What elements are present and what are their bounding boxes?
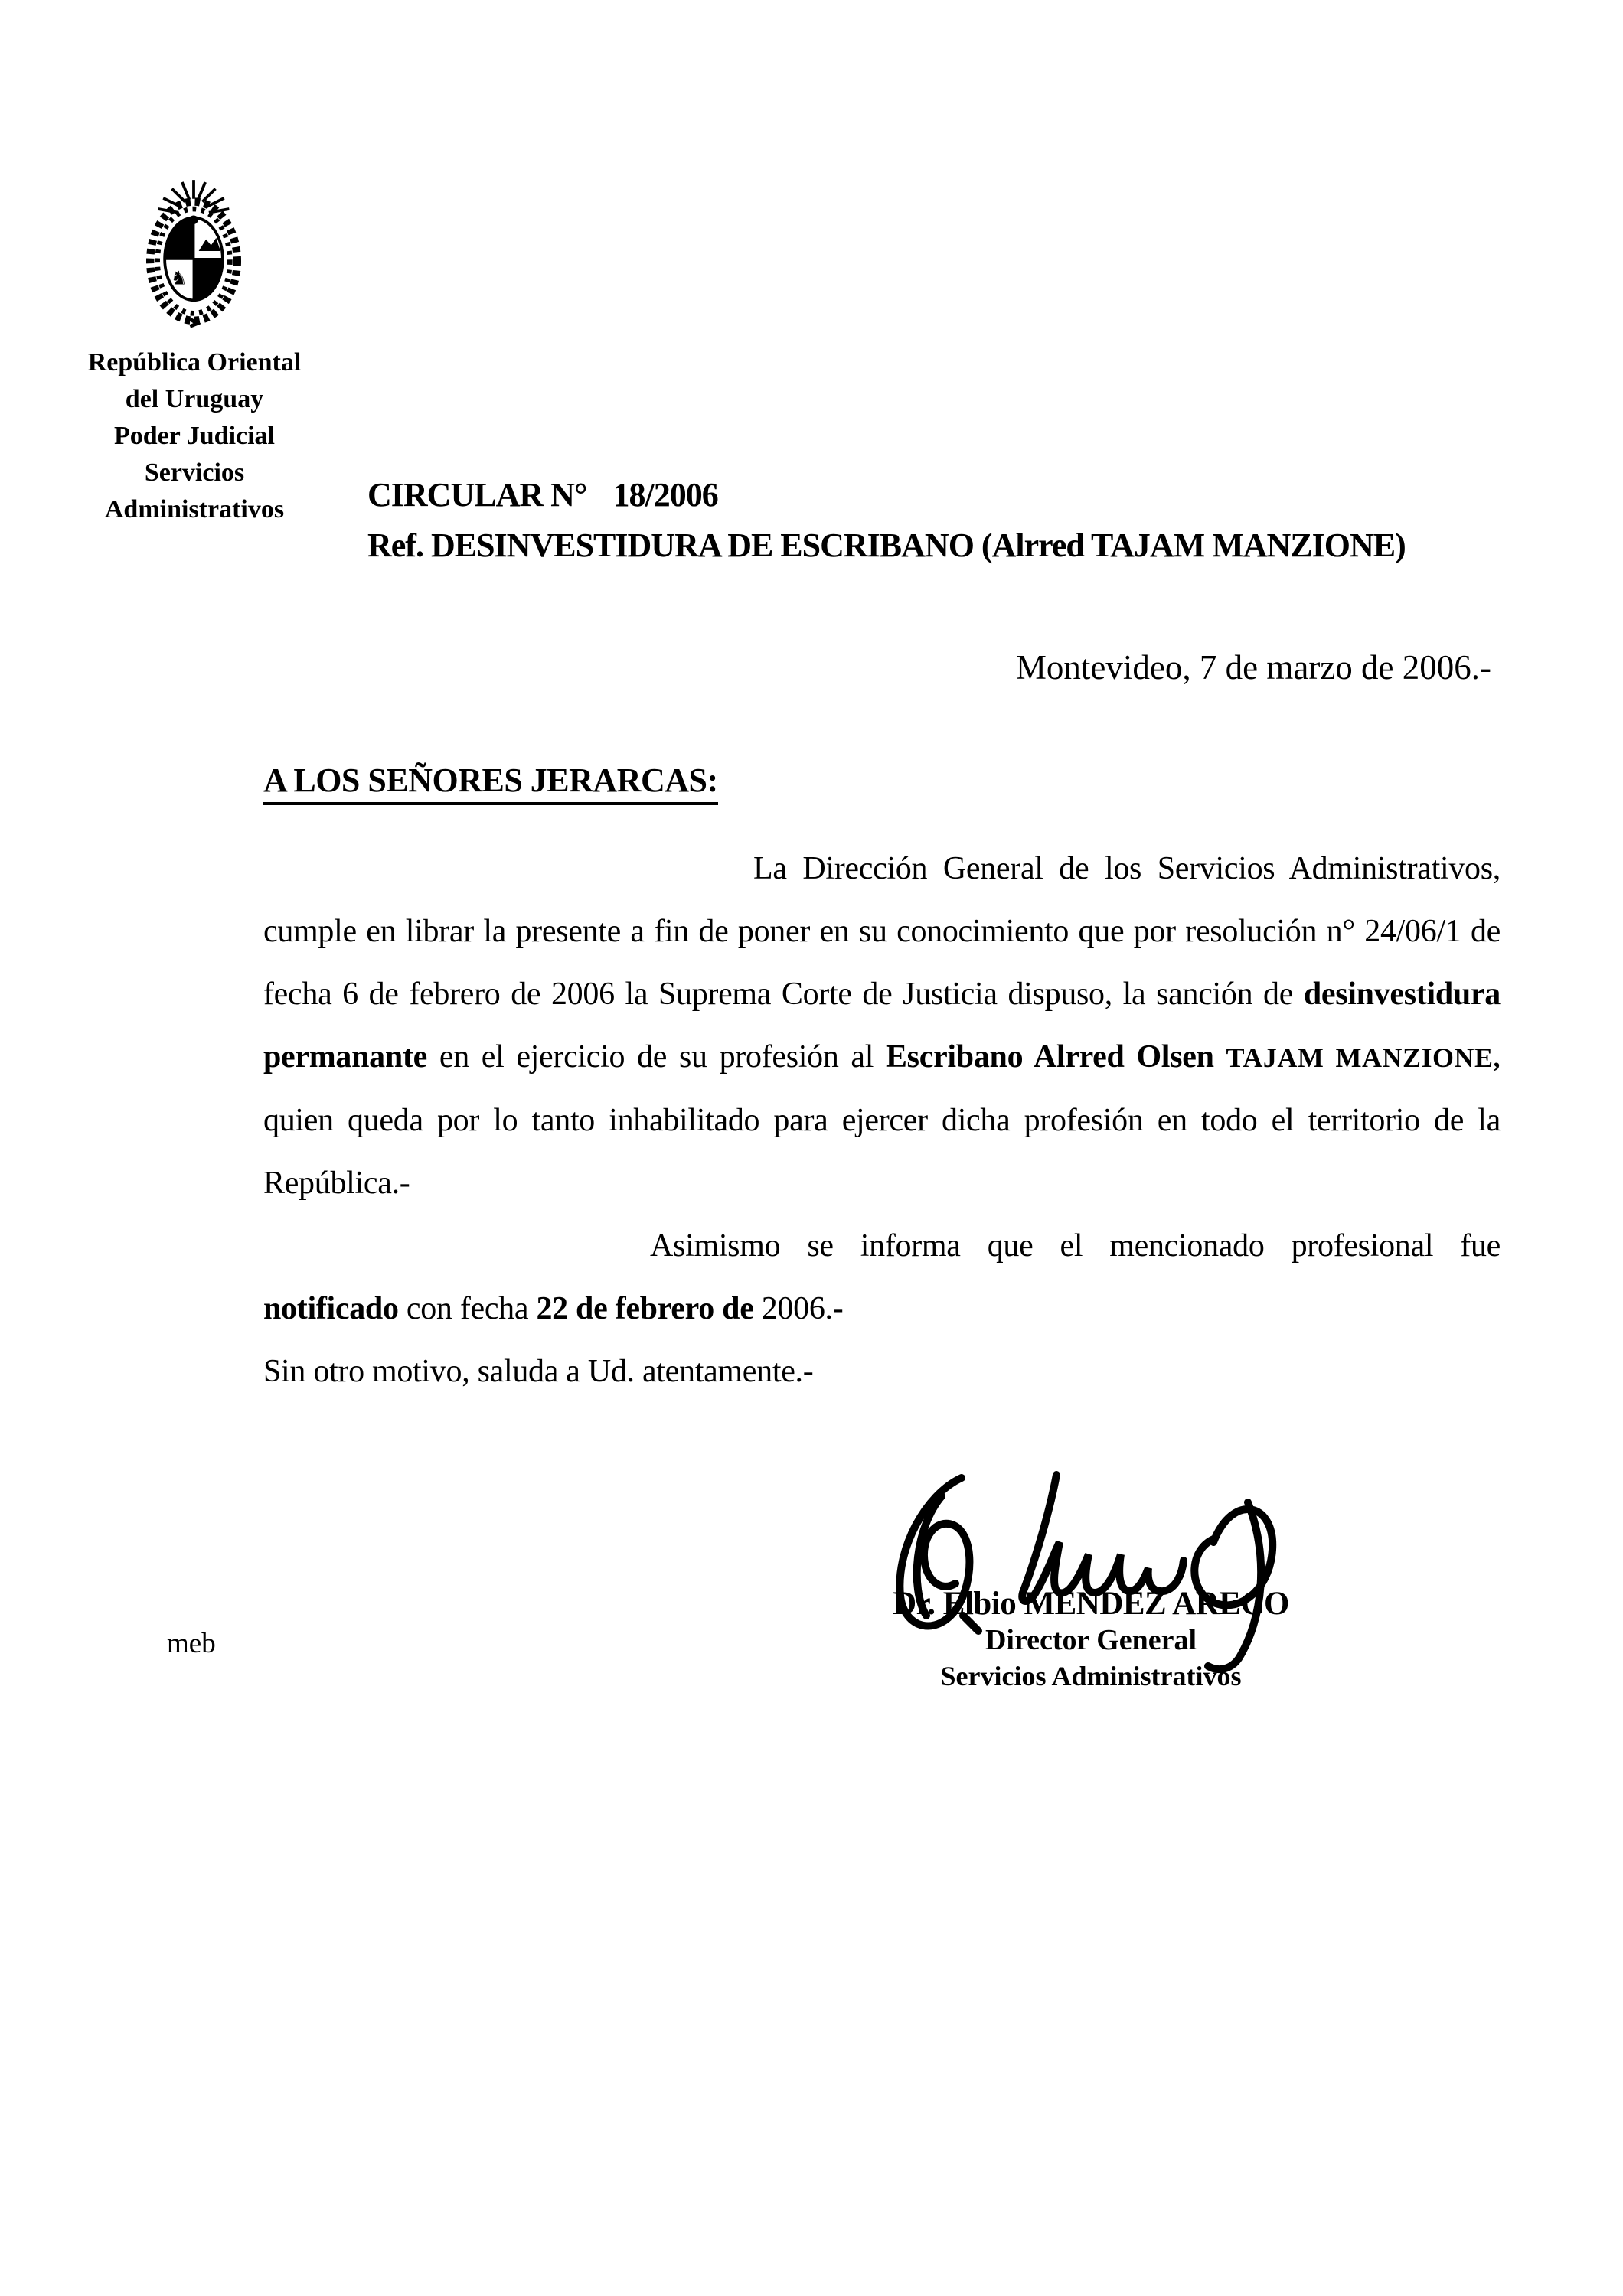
signer-department: Servicios Administrativos <box>940 1661 1242 1691</box>
signer-name: Dr. Elbio MENDEZ ARECO <box>893 1586 1289 1622</box>
closing-line: Sin otro motivo, saluda a Ud. atentamente.- <box>263 1354 814 1389</box>
salutation: A LOS SEÑORES JERARCAS: <box>263 761 718 805</box>
letterhead-line: Administrativos <box>104 495 285 523</box>
paragraph-1: La Dirección General de los Servicios Administrativos, cumple en librar la presente a fin de poner en su conocimiento que por resolución n° 24/06/1 de fecha 6 de febrero de 2006 la Suprema Corte de Justicia dispuso, la sanción de desinvestidura permanante en el ejercicio de su profesión al Escribano Alrred Olsen TAJAM MANZIONE, quien queda por lo tanto inhabilitado para ejercer dicha profesión en todo el territorio de la República.- <box>263 851 1501 1201</box>
dateline: Montevideo, 7 de marzo de 2006.- <box>1015 648 1491 687</box>
paragraph-2: Asimismo se informa que el mencionado profesional fue notificado con fecha 22 de febrero de 2006.- <box>263 1228 1501 1326</box>
shield-icon <box>165 216 223 301</box>
circular-number: 18/2006 <box>612 476 718 514</box>
letterhead <box>44 344 345 528</box>
signer-title: Director General <box>985 1624 1197 1656</box>
letter-body <box>263 837 1501 1403</box>
letterhead-line: del Uruguay <box>125 385 264 413</box>
circular-number-line <box>367 470 1406 520</box>
letterhead-line: República Oriental <box>87 348 302 377</box>
uruguay-coat-of-arms-icon <box>139 171 248 329</box>
horse-glyph: ♞ <box>170 266 188 289</box>
handwritten-signature-icon <box>865 1466 1324 1688</box>
letterhead-line: Poder Judicial <box>114 422 275 450</box>
reference-line: Ref. DESINVESTIDURA DE ESCRIBANO (Alrred TAJAM MANZIONE) <box>367 527 1406 564</box>
letterhead-line: Servicios <box>144 458 245 487</box>
typist-initials: meb <box>167 1628 216 1659</box>
circular-heading <box>367 470 1406 571</box>
circular-label: CIRCULAR N° <box>367 476 587 514</box>
